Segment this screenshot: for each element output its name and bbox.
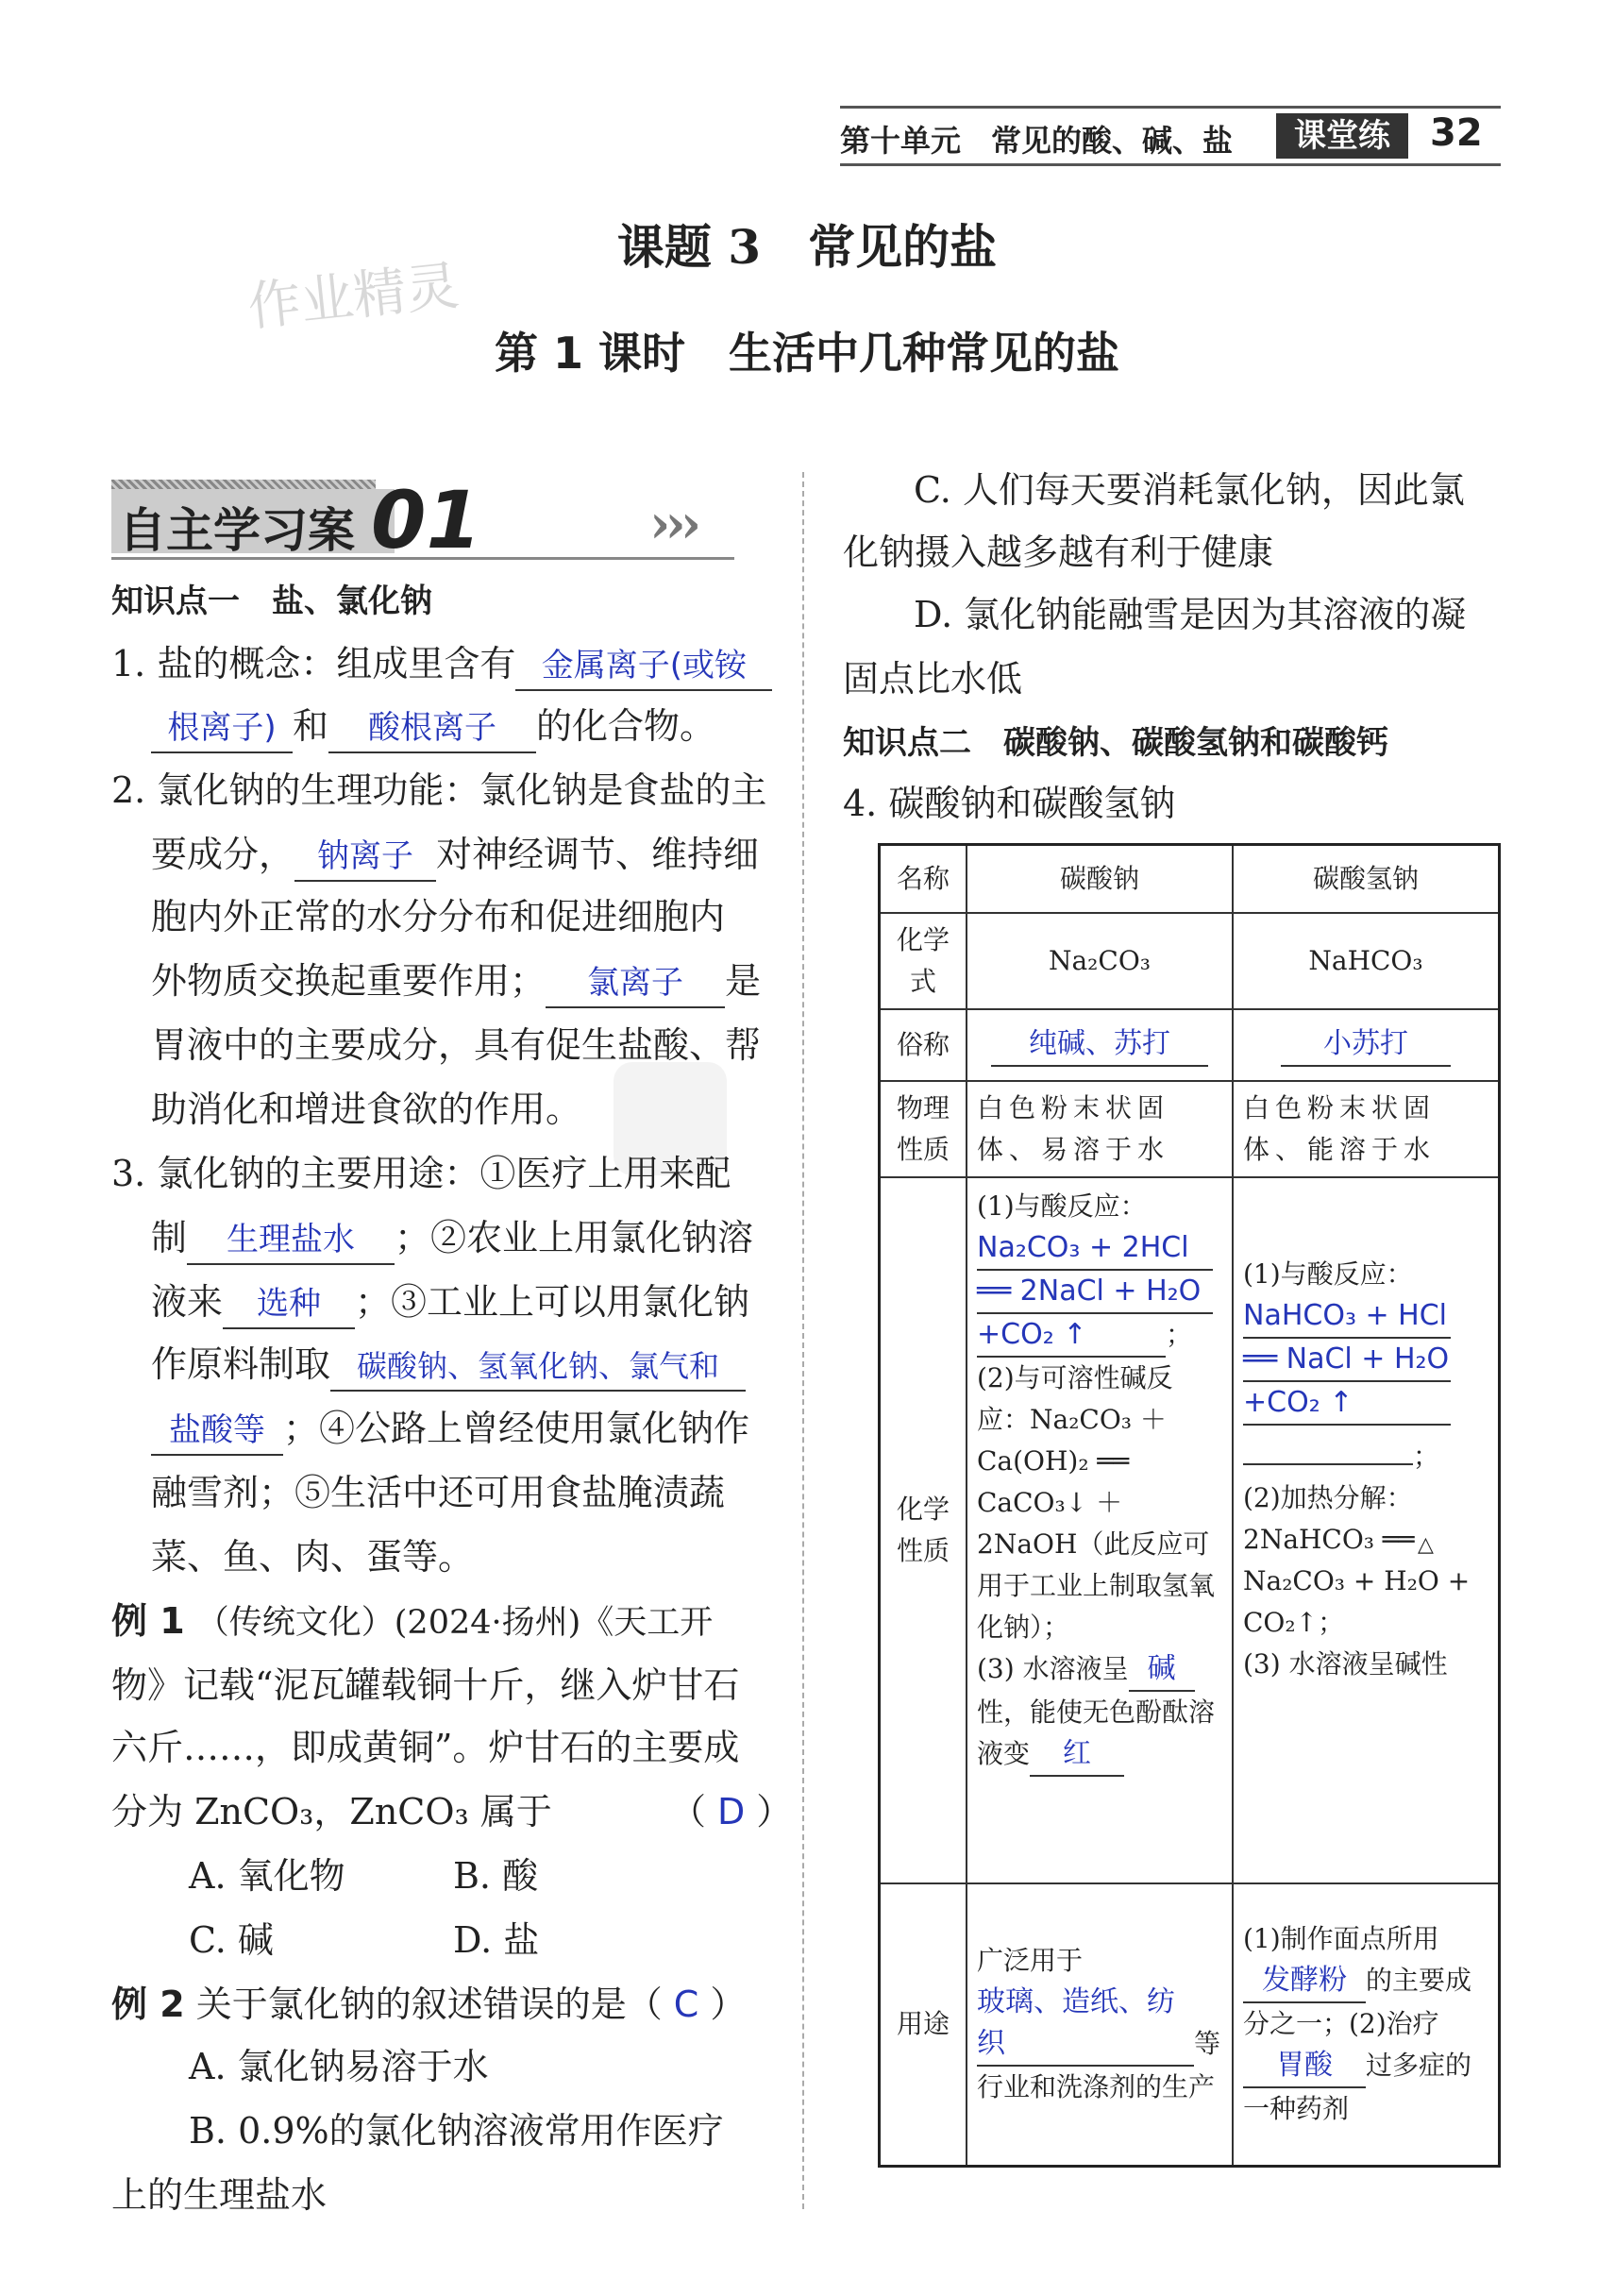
- ex2-label: 例 2: [111, 1984, 185, 2025]
- q3-answer-1: 生理盐水: [187, 1216, 395, 1265]
- q3-answer-2: 选种: [223, 1280, 355, 1329]
- ex1-option-b: B. 酸: [453, 1855, 539, 1897]
- chem-b-answer-2: ══ NaCl + H₂O: [1243, 1339, 1451, 1382]
- watermark: 作业精灵: [244, 255, 462, 339]
- table-label-physical: 物理性质: [880, 1081, 967, 1177]
- table-header-na2co3: 碳酸钠: [967, 845, 1233, 913]
- q1-answer-1a: 金属离子(或铵: [515, 642, 772, 691]
- section-banner: [111, 474, 734, 566]
- ex2-answer: C: [673, 1984, 699, 2025]
- physical-na2co3: 白色粉末状固体、易溶于水: [967, 1081, 1233, 1177]
- chem-a-semi: ；: [1166, 1318, 1193, 1350]
- ex1-label: 例 1: [111, 1600, 185, 1642]
- q3-line2: [151, 1214, 753, 1265]
- chem-a-3a: (3) 水溶液呈: [977, 1652, 1129, 1684]
- header-unit: 第十单元 常见的酸、碱、盐: [840, 123, 1234, 159]
- table-label-use: 用途: [880, 1883, 967, 2167]
- q1-tail: 的化合物。: [536, 705, 716, 747]
- physical-nahco3: 白色粉末状固体、能溶于水: [1233, 1081, 1500, 1177]
- header-rule-bottom: [840, 163, 1501, 166]
- ex1-line3: 六斤……，即成黄铜”。炉甘石的主要成: [111, 1727, 740, 1768]
- q2-l4b: 是: [725, 960, 762, 1002]
- ex2-line1: [111, 1981, 746, 2028]
- table-header-nahco3: 碳酸氢钠: [1233, 845, 1500, 913]
- table-row-use: [880, 1883, 1500, 2167]
- q1-line1: [111, 640, 772, 691]
- q3-line7: 菜、鱼、肉、蛋等。: [151, 1536, 475, 1578]
- ex2-option-b: B. 0.9%的氯化钠溶液常用作医疗: [189, 2110, 724, 2152]
- q1-answer-1b: 根离子): [151, 704, 293, 753]
- q2-line5: 胃液中的主要成分，具有促生盐酸、帮: [151, 1024, 762, 1066]
- knowledge-point-1: 知识点一 盐、氯化钠: [111, 582, 432, 620]
- ex2-option-b2: 上的生理盐水: [111, 2174, 328, 2216]
- chem-a-answer-4: 碱: [1129, 1648, 1195, 1692]
- q3-l2b: ；②农业上用氯化钠溶: [395, 1217, 754, 1258]
- q2-l2b: 对神经调节、维持细: [436, 834, 760, 875]
- lesson-title: 课题 3 常见的盐: [616, 219, 998, 275]
- q3-answer-3a: 碳酸钠、氢氧化钠、氯气和: [330, 1342, 746, 1392]
- ex2-close: ）: [710, 1984, 747, 2025]
- ex1-l4: 分为 ZnCO₃，ZnCO₃ 属于: [111, 1791, 552, 1832]
- heat-triangle-icon: △: [1418, 1532, 1434, 1557]
- use-a-answer: 玻璃、造纸、纺织: [977, 1982, 1194, 2067]
- q3-line6: 融雪剂；⑤生活中还可用食盐腌渍蔬: [151, 1472, 726, 1513]
- header-page-number: 32: [1430, 111, 1483, 155]
- ex1-line4: [111, 1788, 793, 1835]
- lesson-subtitle: 第 1 课时 生活中几种常见的盐: [494, 328, 1120, 379]
- table-row-common-name: [880, 1009, 1500, 1081]
- chem-a-2: (2)与可溶性碱反应：Na₂CO₃ ＋ Ca(OH)₂ ══ CaCO₃↓ ＋ 2NaOH（此反应可用于工业上制取氢氧化钠）；: [977, 1361, 1216, 1643]
- use-b-answer-1: 发酵粉: [1243, 1960, 1366, 2003]
- use-a-1: 广泛用于: [977, 1945, 1084, 1977]
- q2-l4a: 外物质交换起重要作用；: [151, 960, 546, 1002]
- ex2-option-c: C. 人们每天要消耗氯化钠，因此氯: [914, 469, 1465, 511]
- header-badge: 课堂练: [1276, 113, 1408, 159]
- chevron-arrows-icon: ›››: [649, 493, 697, 555]
- use-b-3: 过多症的一种药剂: [1243, 2050, 1472, 2125]
- chem-a-1: (1)与酸反应：: [977, 1190, 1147, 1222]
- common-name-na2co3: 纯碱、苏打: [991, 1023, 1208, 1067]
- q3-l3a: 液来: [151, 1281, 224, 1323]
- chem-a-answer-5: 红: [1030, 1733, 1124, 1777]
- q2-l2a: 要成分，: [151, 834, 295, 875]
- ex1-option-a: A. 氧化物: [189, 1855, 345, 1897]
- ex1-option-c: C. 碱: [189, 1919, 274, 1961]
- chem-b-3: (3) 水溶液呈碱性: [1243, 1647, 1448, 1680]
- chem-b-answer-1: NaHCO₃ + HCl: [1243, 1295, 1451, 1339]
- chem-a-answer-1: Na₂CO₃ + 2HCl: [977, 1227, 1213, 1271]
- use-a-2: 等行业和洗涤剂的生产: [977, 2028, 1221, 2103]
- q1-line2: [151, 702, 715, 753]
- ex2-option-d2: 固点比水低: [843, 658, 1023, 700]
- common-name-nahco3: 小苏打: [1281, 1023, 1451, 1067]
- q1-and: 和: [293, 705, 329, 747]
- column-divider: [802, 472, 804, 2209]
- q3-l5b: ；④公路上曾经使用氯化钠作: [283, 1408, 750, 1449]
- ex1-option-d: D. 盐: [453, 1919, 540, 1961]
- comparison-table: [878, 843, 1501, 2168]
- ex1-line1: [111, 1597, 713, 1646]
- use-b-2: 的主要成分之一；(2)治疗: [1243, 1965, 1472, 2040]
- use-b-1: (1)制作面点所用: [1243, 1923, 1439, 1955]
- q2-answer-1: 钠离子: [294, 833, 436, 882]
- q1-text: 1. 盐的概念：组成里含有: [111, 643, 516, 684]
- chem-b-2: (2)加热分解：2NaHCO₃ ══ Na₂CO₃ + H₂O + CO₂↑；: [1243, 1481, 1471, 1638]
- ex1-answer: D: [717, 1791, 746, 1832]
- ex2-option-c2: 化钠摄入越多越有利于健康: [843, 532, 1274, 573]
- q2-line1: 2. 氯化钠的生理功能：氯化钠是食盐的主: [111, 769, 767, 811]
- q3-l2a: 制: [151, 1217, 188, 1258]
- chem-a-answer-3: +CO₂ ↑: [977, 1314, 1166, 1358]
- q3-line1: 3. 氯化钠的主要用途：①医疗上用来配: [111, 1153, 731, 1194]
- table-row-physical: [880, 1081, 1500, 1177]
- ex2-option-a: A. 氯化钠易溶于水: [189, 2046, 489, 2087]
- chem-b-answer-3: +CO₂ ↑: [1243, 1382, 1451, 1426]
- chem-b-blank: [1243, 1426, 1413, 1465]
- table-row-chemical: [880, 1177, 1500, 1883]
- table-label-formula: 化学式: [880, 913, 967, 1009]
- use-b-answer-2: 胃酸: [1243, 2045, 1366, 2088]
- chem-a-answer-2: ══ 2NaCl + H₂O: [977, 1271, 1213, 1314]
- table-row-header: [880, 845, 1500, 913]
- banner-number: 01: [371, 474, 481, 566]
- q2-line6: 助消化和增进食欲的作用。: [151, 1089, 582, 1130]
- q2-line3: 胞内外正常的水分分布和促进细胞内: [151, 896, 726, 937]
- formula-na2co3: Na₂CO₃: [967, 913, 1233, 1009]
- formula-nahco3: NaHCO₃: [1233, 913, 1500, 1009]
- table-row-formula: [880, 913, 1500, 1009]
- ex1-line2: 物》记载“泥瓦罐载铜十斤，继入炉甘石: [111, 1664, 740, 1706]
- header-rule-top: [840, 106, 1501, 109]
- ex1-l1: （传统文化）(2024·扬州)《天工开: [195, 1604, 714, 1642]
- q4-title: 4. 碳酸钠和碳酸氢钠: [843, 783, 1176, 824]
- q3-answer-3b: 盐酸等: [151, 1407, 283, 1456]
- q2-answer-2: 氯离子: [546, 959, 725, 1008]
- q2-line4: [151, 957, 761, 1008]
- q3-l4a: 作原料制取: [151, 1343, 331, 1385]
- chem-b-1: (1)与酸反应：: [1243, 1258, 1413, 1290]
- q2-line2: [151, 831, 759, 882]
- q3-line5: [151, 1405, 749, 1456]
- knowledge-point-2: 知识点二 碳酸钠、碳酸氢钠和碳酸钙: [843, 724, 1388, 762]
- q3-line3: [151, 1278, 749, 1329]
- chem-b-semi: ；: [1413, 1440, 1440, 1472]
- ex1-bracket: （ D ）: [670, 1791, 793, 1832]
- chem-a-3b: 性，能使无色酚酞溶液变: [977, 1696, 1216, 1769]
- ex2-option-d: D. 氯化钠能融雪是因为其溶液的凝: [914, 594, 1467, 635]
- table-label-common: 俗称: [880, 1009, 967, 1081]
- q1-answer-2: 酸根离子: [328, 704, 536, 753]
- table-header-name: 名称: [880, 845, 967, 913]
- banner-text: 自主学习案: [119, 503, 355, 558]
- table-label-chemical: 化学性质: [880, 1177, 967, 1883]
- q3-l3b: ；③工业上可以用氯化钠: [355, 1281, 750, 1323]
- ex2-question: 关于氯化钠的叙述错误的是（: [195, 1984, 663, 2025]
- q3-line4: [151, 1341, 746, 1392]
